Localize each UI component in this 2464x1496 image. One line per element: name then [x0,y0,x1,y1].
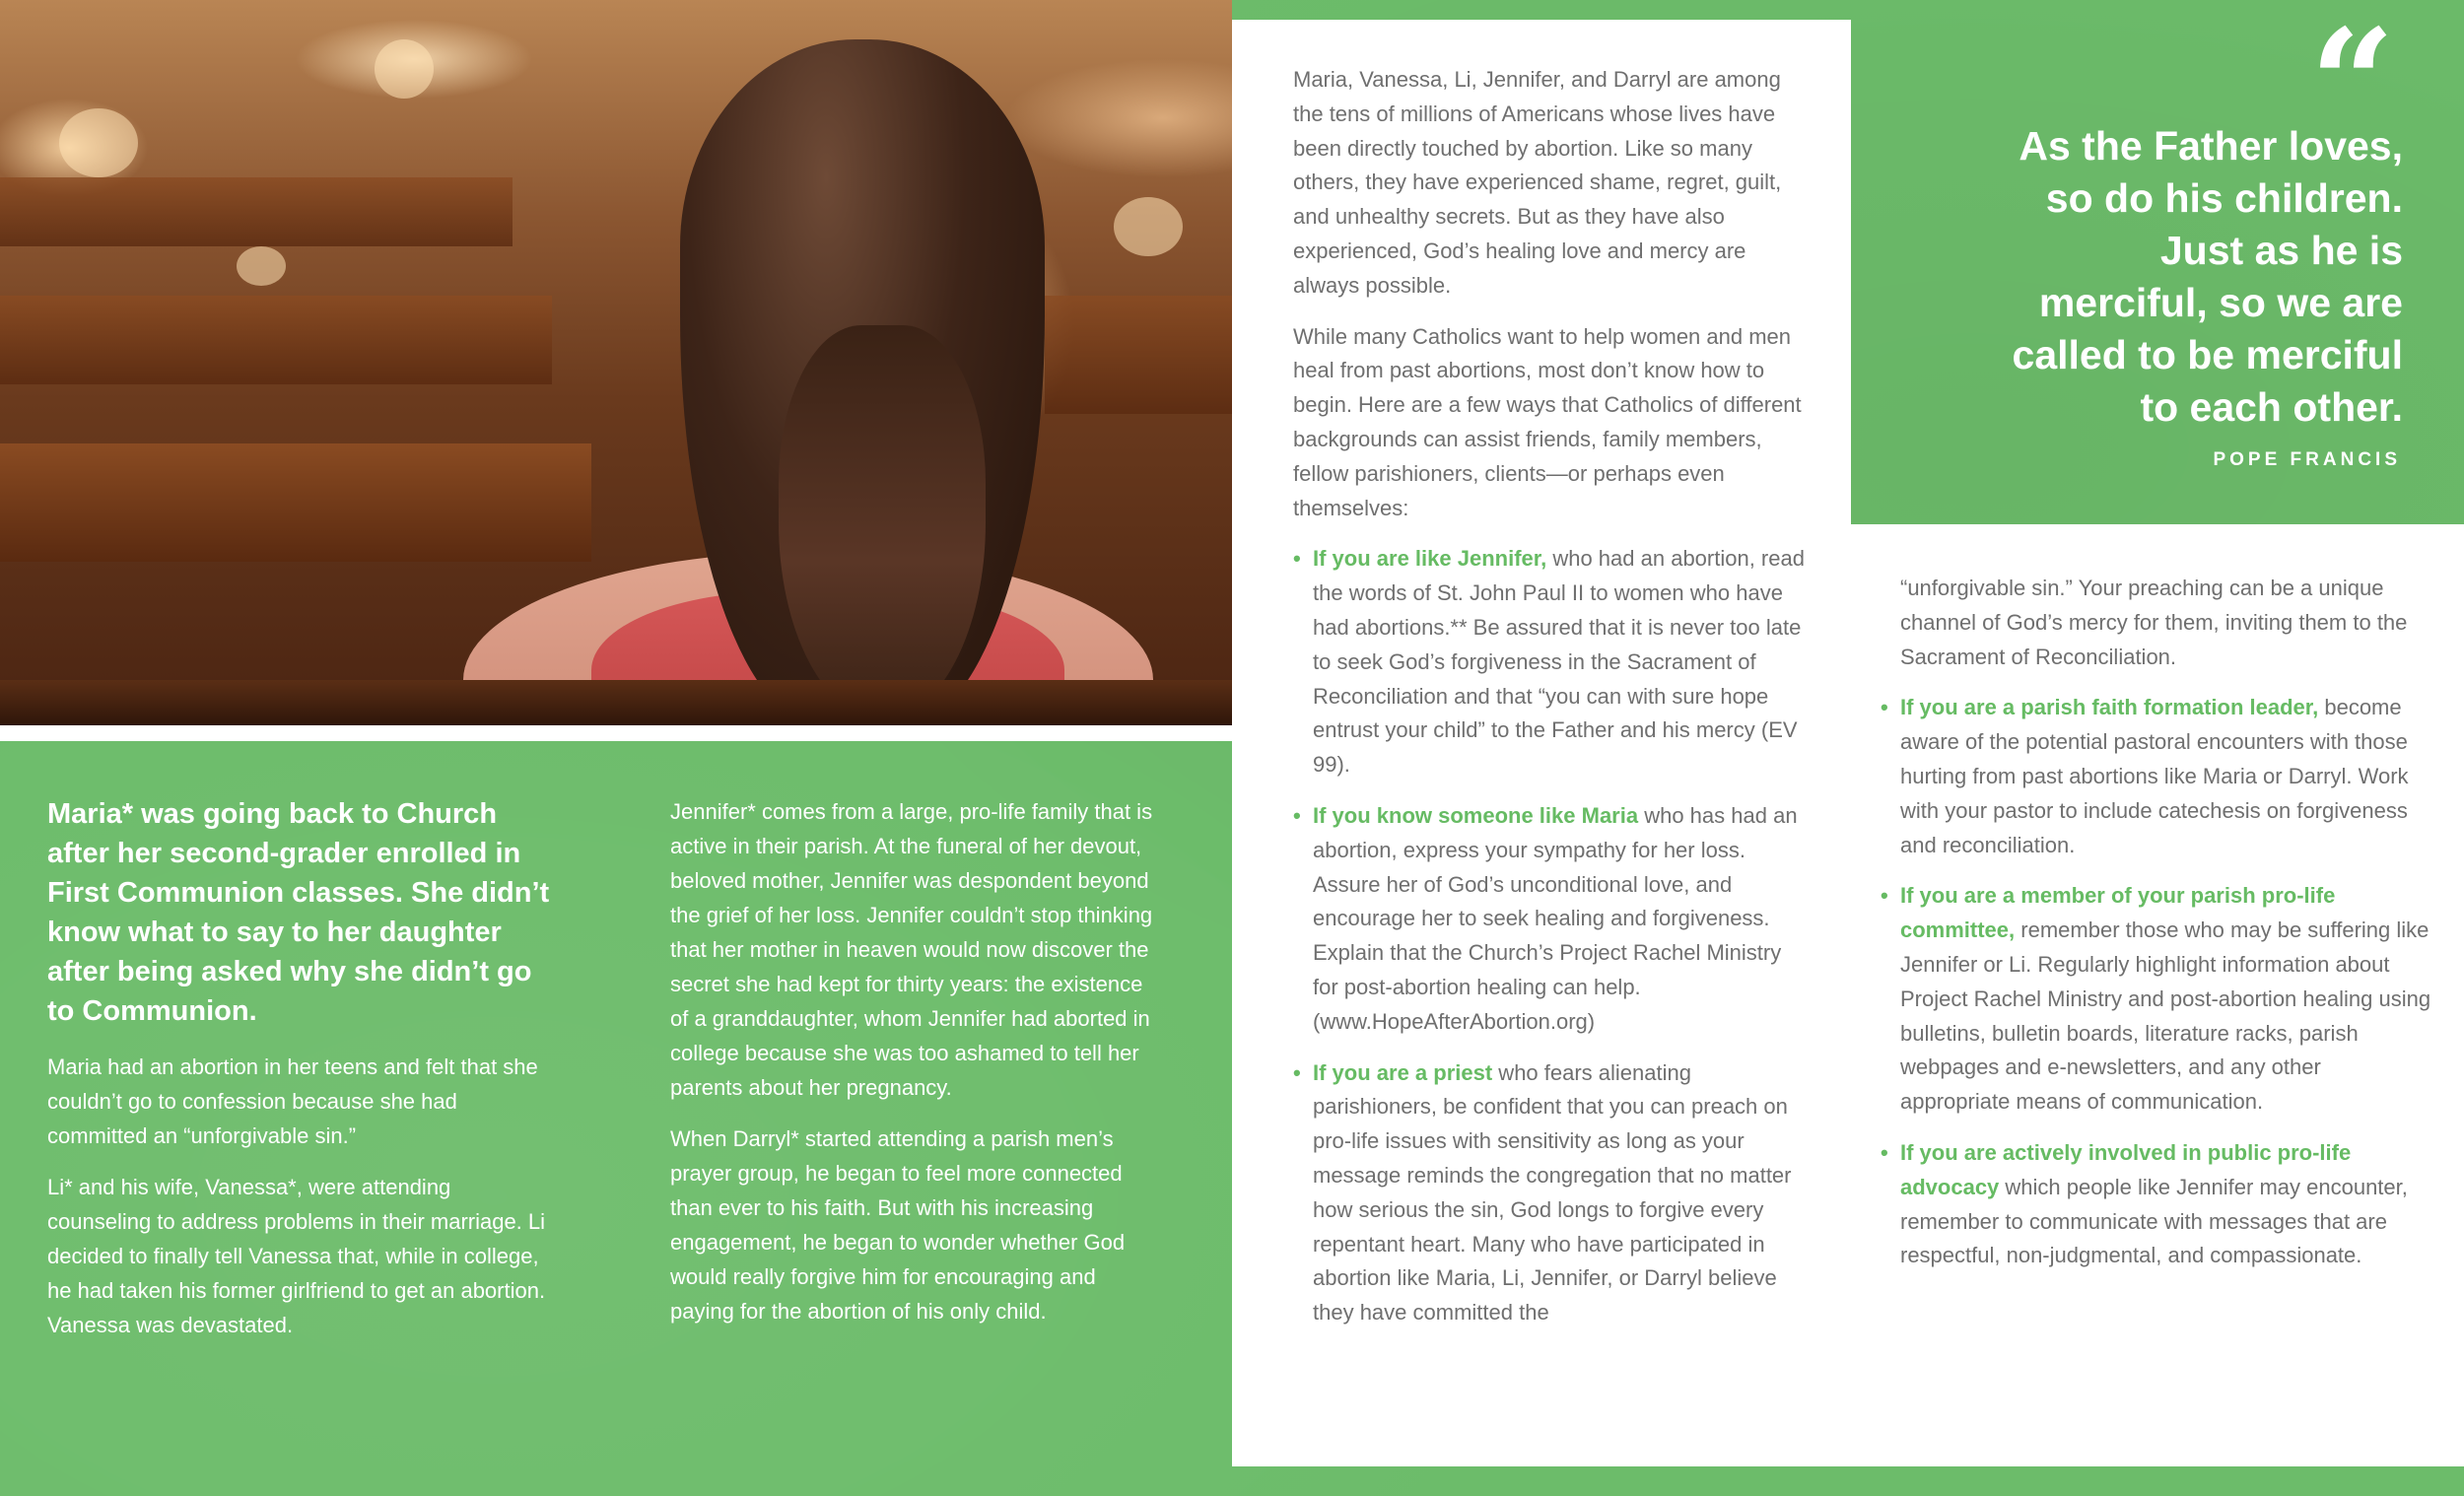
bullet-priest [1293,1056,1806,1330]
bullet-text: become aware of the potential pastoral encounters with those hurting from past abortions like Maria or Darryl. Work with your pastor to include catechesis on forgiveness and reconciliation. [1900,695,2409,857]
ponytail [779,325,986,719]
church-photo [0,0,1232,725]
bullet-text: who has had an abortion, express your sympathy for her loss. Assure her of God’s unconditional love, and encourage her to seek healing and forgiveness. Explain that the Church’s Project Rachel Ministry for post-abortion healing can help. (www.HopeAfterAbortion.org) [1313,802,1798,1034]
bullet-dot-icon: • [1881,695,1888,720]
priest-continuation: “unforgivable sin.” Your preaching can be a unique channel of God’s mercy for them, inviting them to the Sacrament of Reconciliation. [1900,576,2408,669]
bullet-text: who fears alienating parishioners, be confident that you can preach on pro-life issues with sensitivity as long as your message reminds the congregation that no matter how serious the sin, God longs to forgive every repentant heart. Many who have participated in abortion like Maria, Li, Jennifer, or Darryl believe they have committed the [1313,1059,1792,1326]
bullet-text: who had an abortion, read the words of St. John Paul II to women who have had abortions.** Be assured that it is never too late to seek God’s forgiveness in the Sacrament of Reconciliation and that “you can with sure hope entrust your child” to the Father and his mercy (EV 99). [1313,546,1805,778]
bullet-lead: If you are a parish faith formation leader, [1900,695,2319,720]
bullet-dot-icon: • [1881,1139,1888,1165]
left-story-column [47,794,560,1342]
bullet-lead: If you are actively involved in public pro-life advocacy [1900,1139,2352,1199]
pull-quote: As the Father loves, so do his children. Just as he is merciful, so we are called to be merciful to each other. [2012,123,2403,430]
darryl-paragraph: When Darryl* started attending a parish men’s prayer group, he began to feel more connected than ever to his faith. But with his increasing engagement, he began to wonder whether God would really forgive him for encouraging and paying for the abortion of his only child. [670,1126,1126,1324]
how-to-help-paragraph: While many Catholics want to help women and men heal from past abortions, most don’t know how to begin. Here are a few ways that Catholics of different backgrounds can assist friends, family members, fellow parishioners, clients—or perhaps even themselves: [1293,323,1802,520]
bullet-text: which people like Jennifer may encounter, remember to communicate with messages that are respectful, non-judgmental, and compassionate. [1900,1174,2408,1268]
quote-attribution: POPE FRANCIS [2213,449,2401,470]
pew-near-row [0,443,591,562]
bullet-pro-life-committee [1881,879,2432,1120]
light-bokeh [59,108,138,177]
bullet-dot-icon: • [1293,546,1301,572]
pew-right-row [1045,296,1232,414]
bullet-text: remember those who may be suffering like Jennifer or Li. Regularly highlight information about Project Rachel Ministry and post-abortion healing using bulletins, bulletin boards, literature racks, parish webpages and e-newsletters, and any other appropriate means of communication. [1900,918,2431,1115]
pew-middle-row [0,296,552,384]
bullet-lead: If you are a priest [1313,1059,1493,1085]
right-text-column [1881,572,2432,1290]
bullet-lead: If you are like Jennifer, [1313,546,1547,572]
bullet-faith-formation [1881,691,2432,862]
bullet-dot-icon: • [1293,1059,1301,1085]
light-bokeh [237,246,286,286]
intro-paragraph: Maria, Vanessa, Li, Jennifer, and Darryl are among the tens of millions of Americans whose lives have been directly touched by abortion. Like so many others, they have experienced shame, regret, guilt, and unhealthy secrets. But as they have also experienced, God’s healing love and mercy are always possible. [1293,67,1782,298]
pew-back-row [0,177,513,246]
jennifer-paragraph: Jennifer* comes from a large, pro-life family that is active in their parish. At the funeral of her devout, beloved mother, Jennifer was despondent beyond the grief of her loss. Jennifer couldn’t stop thinking that her mother in heaven would now discover the secret she had kept for thirty years: the existence of a granddaughter, whom Jennifer had aborted in college because she was too ashamed to tell her parents about her pregnancy. [670,799,1153,1100]
bullet-lead: If you are a member of your parish pro-life committee, [1900,883,2336,943]
center-text-column [1293,63,1806,1347]
bullet-dot-icon: • [1293,802,1301,828]
bullet-dot-icon: • [1881,883,1888,909]
bullet-public-advocacy [1881,1136,2432,1273]
pew-front [0,680,1232,725]
bullet-maria [1293,799,1806,1040]
li-vanessa-paragraph: Li* and his wife, Vanessa*, were attending counseling to address problems in their marriage. Li decided to finally tell Vanessa that, while in college, he had taken his former girlfriend to get an abortion. Vanessa was devastated. [47,1175,546,1337]
photo-bottom-border [0,725,1232,741]
bullet-lead: If you know someone like Maria [1313,802,1639,828]
light-bokeh [375,39,434,99]
bullet-jennifer [1293,542,1806,782]
quote-mark-icon: “ [2309,0,2395,170]
maria-heading: Maria* was going back to Church after her second-grader enrolled in First Communion classes. She didn’t know what to say to her daughter after being asked why she didn’t go to Communion. [47,798,550,1027]
light-bokeh [1114,197,1183,256]
maria-paragraph: Maria had an abortion in her teens and felt that she couldn’t go to confession because she had committed an “unforgivable sin.” [47,1054,538,1148]
middle-story-column [670,794,1163,1328]
